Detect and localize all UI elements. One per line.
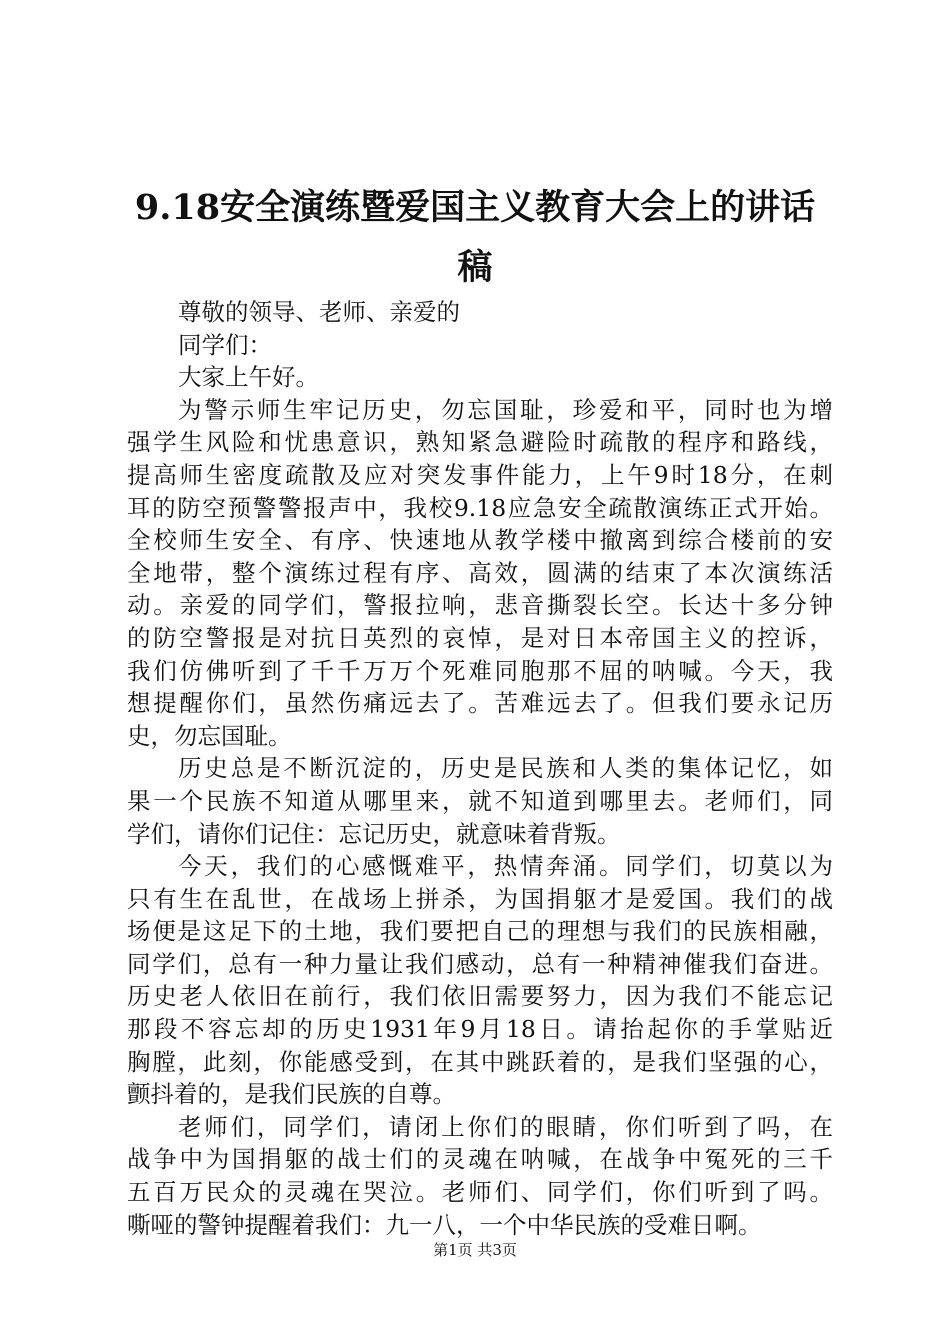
text-line: 提高师生密度疏散及应对突发事件能力，上午9时18分，在刺 (127, 460, 833, 489)
text-line: 动。亲爱的同学们，警报拉响，悲音撕裂长空。长达十多分钟 (127, 591, 833, 620)
text-line: 耳的防空预警警报声中，我校9.18应急安全疏散演练正式开始。 (127, 493, 833, 522)
text-line: 老师们，同学们，请闭上你们的眼睛，你们听到了吗，在 (178, 1112, 833, 1141)
text-line: 尊敬的领导、老师、亲爱的 (178, 298, 460, 326)
text-line: 为警示师生牢记历史，勿忘国耻，珍爱和平，同时也为增 (178, 395, 833, 424)
text-line: 胸膛，此刻，你能感受到，在其中跳跃着的，是我们坚强的心， (127, 1047, 833, 1076)
text-line: 的防空警报是对抗日英烈的哀悼，是对日本帝国主义的控诉， (127, 623, 833, 652)
text-line: 今天，我们的心感慨难平，热情奔涌。同学们，切莫以为 (178, 852, 833, 881)
title-line: 稿 (457, 247, 493, 288)
text-line: 果一个民族不知道从哪里来，就不知道到哪里去。老师们，同 (127, 786, 833, 815)
page-number: 第1页 共3页 (433, 1241, 517, 1259)
text-line: 五百万民众的灵魂在哭泣。老师们、同学们，你们听到了吗。 (127, 1178, 833, 1207)
text-line: 历史总是不断沉淀的，历史是民族和人类的集体记忆，如 (178, 754, 833, 783)
text-line: 颤抖着的，是我们民族的自尊。 (127, 1080, 456, 1109)
text-line: 强学生风险和忧患意识，熟知紧急避险时疏散的程序和路线， (127, 428, 833, 457)
text-line: 史，勿忘国耻。 (127, 721, 292, 750)
title-line: 9.18安全演练暨爱国主义教育大会上的讲话 (134, 187, 816, 228)
text-line: 大家上午好。 (178, 363, 319, 392)
text-line: 战争中为国捐躯的战士们的灵魂在呐喊，在战争中冤死的三千 (127, 1145, 833, 1174)
text-line: 全校师生安全、有序、快速地从教学楼中撤离到综合楼前的安 (127, 526, 833, 555)
speech-body (127, 296, 833, 1241)
text-line: 嘶哑的警钟提醒着我们：九一八，一个中华民族的受难日啊。 (127, 1210, 762, 1239)
text-line: 只有生在乱世，在战场上拼杀，为国捐躯才是爱国。我们的战 (127, 884, 833, 913)
text-line: 全地带，整个演练过程有序、高效，圆满的结束了本次演练活 (127, 558, 833, 587)
page-title (110, 178, 840, 298)
text-line: 学们，请你们记住：忘记历史，就意味着背叛。 (127, 819, 621, 848)
text-line: 那段不容忘却的历史1931年9月18日。请抬起你的手掌贴近 (127, 1015, 833, 1044)
text-line: 场便是这足下的土地，我们要把自己的理想与我们的民族相融， (127, 917, 833, 946)
text-line: 我们仿佛听到了千千万万个死难同胞那不屈的呐喊。今天，我 (127, 656, 833, 685)
text-line: 历史老人依旧在前行，我们依旧需要努力，因为我们不能忘记 (127, 982, 833, 1011)
text-line: 想提醒你们，虽然伤痛远去了。苦难远去了。但我们要永记历 (127, 689, 833, 718)
text-line: 同学们，总有一种力量让我们感动，总有一种精神催我们奋进。 (127, 949, 833, 978)
text-line: 同学们： (178, 330, 272, 359)
